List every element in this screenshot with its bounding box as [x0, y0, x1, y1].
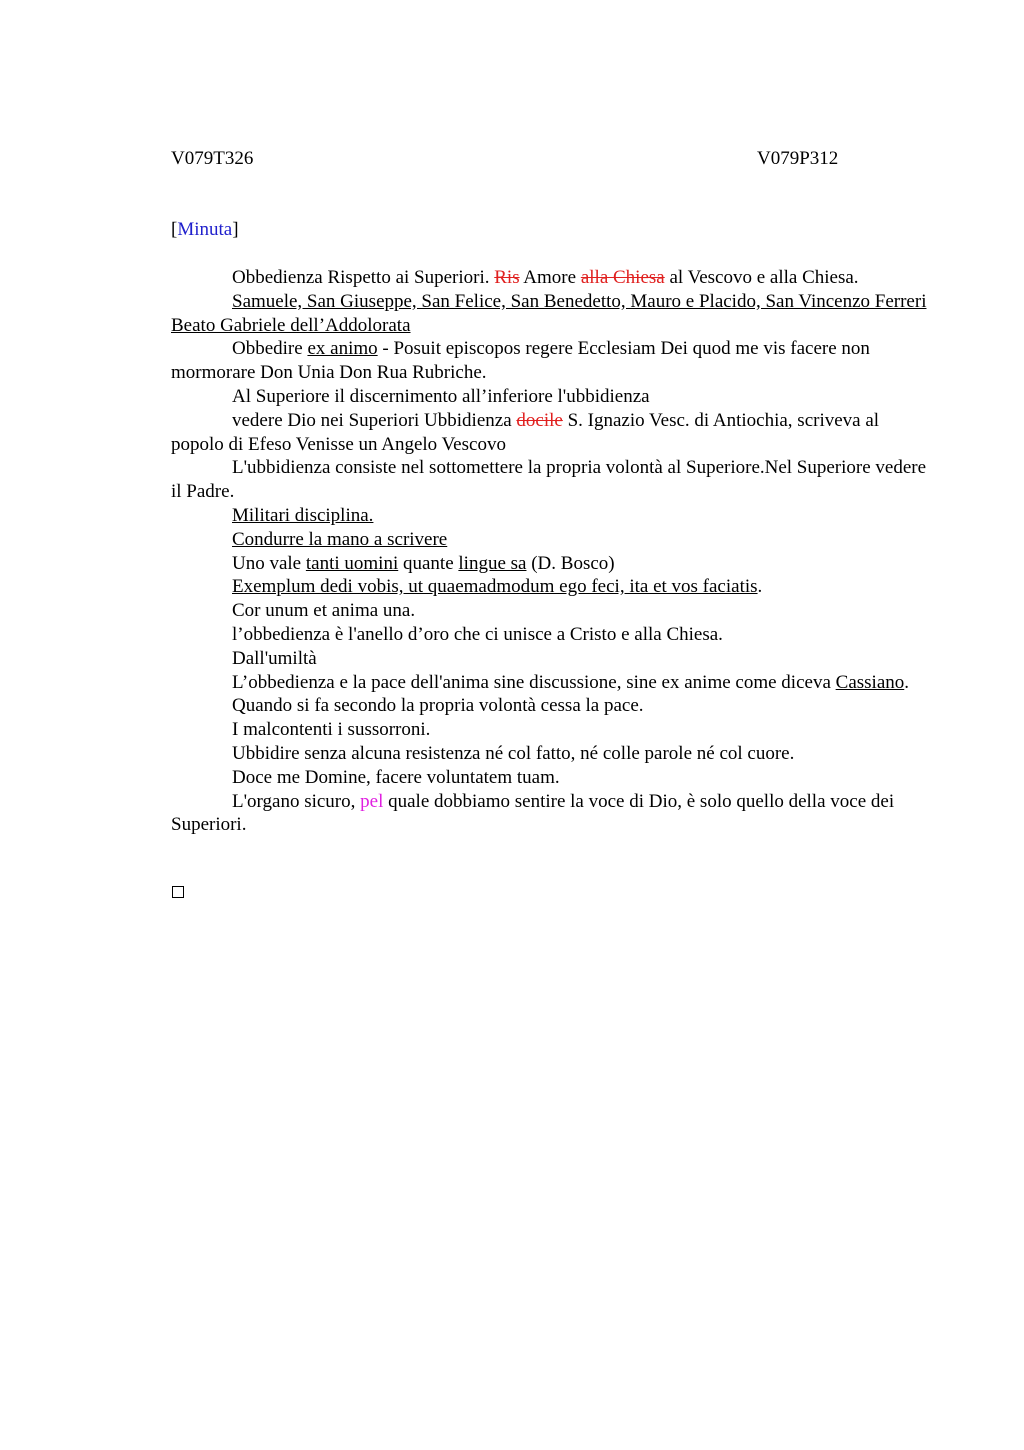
text-run: I malcontenti i sussorroni.: [232, 719, 431, 741]
paragraph-12: [171, 623, 931, 647]
deleted-text: Ris: [494, 267, 520, 288]
minuta-text: Minuta: [177, 219, 233, 240]
text-run: .: [904, 671, 909, 693]
underlined-text: Exemplum dedi vobis, ut quaemadmodum ego feci, ita et vos faciatis: [232, 576, 758, 598]
paragraph-2: [171, 290, 931, 338]
paragraph-16: [171, 718, 931, 742]
paragraph-17: [171, 742, 931, 766]
paragraph-3: [171, 337, 931, 385]
text-run: S. Ignazio Vesc. di Antiochia, scriveva al popolo di Efeso Venisse un Angelo Vescovo: [171, 409, 880, 455]
bracket-open: [: [171, 219, 178, 240]
text-run: (D. Bosco): [526, 552, 615, 574]
text-run: l’obbedienza è l'anello d’oro che ci unisce a Cristo e alla Chiesa.: [232, 623, 723, 645]
paragraph-11: [171, 599, 931, 623]
text-run: vedere Dio nei Superiori Ubbidienza: [232, 409, 517, 431]
deleted-text: docile: [516, 409, 563, 431]
document-body: [171, 266, 931, 837]
paragraph-9: [171, 552, 931, 576]
text-run: Ubbidire senza alcuna resistenza né col fatto, né colle parole né col cuore.: [232, 742, 795, 764]
paragraph-8: [171, 528, 931, 552]
document-code-left: V079T326: [171, 148, 254, 169]
text-run: Obbedienza Rispetto ai Superiori.: [232, 267, 495, 288]
paragraph-6: [171, 456, 931, 504]
paragraph-5: [171, 409, 931, 457]
paragraph-4: [171, 385, 931, 409]
paragraph-18: [171, 766, 931, 790]
text-run: al Vescovo e alla Chiesa.: [664, 267, 859, 288]
underlined-text: ex animo: [307, 338, 378, 360]
text-run: L'organo sicuro,: [232, 790, 361, 812]
text-run: Uno vale: [232, 552, 306, 574]
paragraph-19: [171, 790, 931, 838]
document-code-right: V079P312: [757, 148, 839, 169]
deleted-text: alla Chiesa: [580, 267, 665, 288]
text-run: .: [757, 576, 763, 598]
text-run: Doce me Domine, facere voluntatem tuam.: [232, 766, 560, 788]
text-run: quale dobbiamo sentire la voce di Dio, è solo quello della voce dei Superiori.: [171, 790, 895, 836]
text-run: Cor unum et anima una.: [232, 600, 416, 622]
paragraph-15: [171, 694, 931, 718]
underlined-text: Samuele, San Giuseppe, San Felice, San Benedetto, Mauro e Placido, San Vincenzo Ferreri Beato Gabriele dell’Addolorata: [171, 290, 927, 336]
text-run: Quando si fa secondo la propria volontà cessa la pace.: [232, 695, 644, 717]
minuta-label: [171, 218, 239, 242]
paragraph-10: [171, 575, 931, 599]
text-run: - Posuit episcopos regere Ecclesiam Dei quod me vis facere non mormorare Don Unia Don Rua Rubriche.: [171, 338, 870, 384]
paragraph-1: [171, 266, 931, 290]
text-run: Al Superiore il discernimento all’inferiore l'ubbidienza: [232, 385, 650, 407]
text-run: L’obbedienza e la pace dell'anima sine discussione, sine ex anime come diceva: [232, 671, 836, 693]
underlined-text: tanti uomini: [305, 552, 399, 574]
paragraph-7: [171, 504, 931, 528]
underlined-text: Militari disciplina.: [232, 504, 374, 526]
text-run: Obbedire: [232, 338, 308, 360]
paragraph-14: [171, 671, 931, 695]
underlined-text: Cassiano: [835, 671, 905, 693]
text-run: Dall'umiltà: [232, 647, 317, 669]
inserted-text: pel: [360, 790, 384, 812]
underlined-text: lingue sa: [458, 552, 527, 574]
bracket-close: ]: [232, 219, 239, 240]
empty-square-icon: [172, 886, 184, 898]
text-run: Amore: [519, 267, 581, 288]
text-run: quante: [398, 552, 459, 574]
paragraph-13: [171, 647, 931, 671]
text-run: L'ubbidienza consiste nel sottomettere la propria volontà al Superiore.Nel Superiore vedere il Padre.: [171, 457, 927, 503]
underlined-text: Condurre la mano a scrivere: [232, 528, 448, 550]
